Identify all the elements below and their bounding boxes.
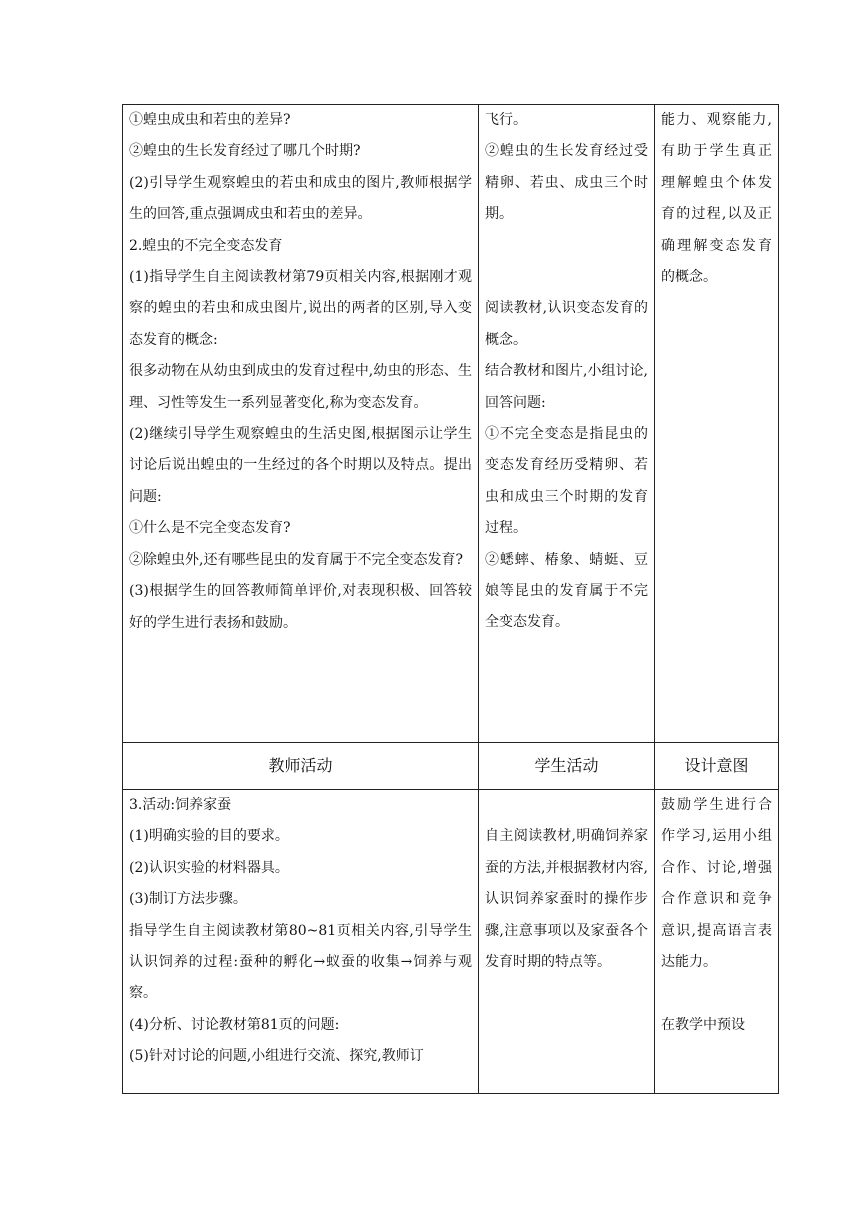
paragraph: 能力、观察能力,有助于学生真正理解蝗虫个体发育的过程,以及正确理解变态发育的概念。 [661,112,772,286]
paragraph: 自主阅读教材,明确饲养家蚕的方法,并根据教材内容,认识饲养家蚕时的操作步骤,注意事项以及家蚕各个发育时期的特点等。 [485,828,648,971]
paragraph: (3)根据学生的回答教师简单评价,对表现积极、回答较好的学生进行表扬和鼓励。 [129,583,472,631]
teacher-activity-cell [123,790,479,1094]
table-row [123,105,779,743]
spacer [485,231,648,262]
paragraph: ②蝗虫的生长发育经过受精卵、若虫、成虫三个时期。 [485,143,648,223]
paragraph: ①不完全变态是指昆虫的变态发育经历受精卵、若虫和成虫三个时期的发育过程。 [485,426,648,537]
student-activity-cell [479,105,655,743]
paragraph: (3)制订方法步骤。 [129,891,247,908]
table-row [123,790,779,1094]
paragraph: ①蝗虫成虫和若虫的差异? [129,112,291,128]
paragraph: (1)指导学生自主阅读教材第79页相关内容,根据刚才观察的蝗虫的若虫和成虫图片,说出的两者的区别,导入变态发育的概念: [129,269,472,348]
paragraph: 2.蝗虫的不完全变态发育 [129,237,283,254]
paragraph: ②蝗虫的生长发育经过了哪几个时期? [129,143,361,160]
spacer [661,978,772,1009]
paragraph: 3.活动:饲养家蚕 [129,797,232,813]
paragraph: (2)引导学生观察蝗虫的若虫和成虫的图片,教师根据学生的回答,重点强调成虫和若虫的差异。 [129,174,472,223]
lesson-plan-table [122,104,779,1094]
paragraph: ②除蝗虫外,还有哪些昆虫的发育属于不完全变态发育? [129,551,463,568]
paragraph: (2)认识实验的材料器具。 [129,859,289,876]
table-header-row [123,743,779,790]
paragraph: 结合教材和图片,小组讨论,回答问题: [485,363,648,411]
paragraph: 指导学生自主阅读教材第80~81页相关内容,引导学生认识饲养的过程:蚕种的孵化→蚁蚕的收集→饲养与观察。 [129,922,472,1002]
paragraph: 鼓励学生进行合作学习,运用小组合作、讨论,增强合作意识和竞争意识,提高语言表达能力。 [661,797,772,971]
paragraph: 阅读教材,认识变态发育的概念。 [485,300,648,348]
spacer [485,262,648,293]
paragraph: (2)继续引导学生观察蝗虫的生活史图,根据图示让学生讨论后说出蝗虫的一生经过的各个时期以及特点。提出问题: [129,426,472,505]
header-student-activity: 学生活动 [479,743,655,790]
paragraph: ①什么是不完全变态发育? [129,520,291,537]
student-activity-cell [479,790,655,1094]
spacer [485,790,648,821]
paragraph: (5)针对讨论的问题,小组进行交流、探究,教师订 [129,1048,424,1065]
paragraph: ②蟋蟀、椿象、蜻蜓、豆娘等昆虫的发育属于不完全变态发育。 [485,551,648,631]
design-intent-cell [655,790,779,1094]
teacher-activity-cell [123,105,479,743]
paragraph: (4)分析、讨论教材第81页的问题: [129,1016,340,1033]
header-design-intent: 设计意图 [655,743,779,790]
header-teacher-activity: 教师活动 [123,743,479,790]
paragraph: 在教学中预设 [661,1016,745,1033]
paragraph: 飞行。 [485,112,527,128]
paragraph: (1)明确实验的目的要求。 [129,828,289,845]
design-intent-cell [655,105,779,743]
paragraph: 很多动物在从幼虫到成虫的发育过程中,幼虫的形态、生理、习性等发生一系列显著变化,称为变态发育。 [129,363,472,411]
